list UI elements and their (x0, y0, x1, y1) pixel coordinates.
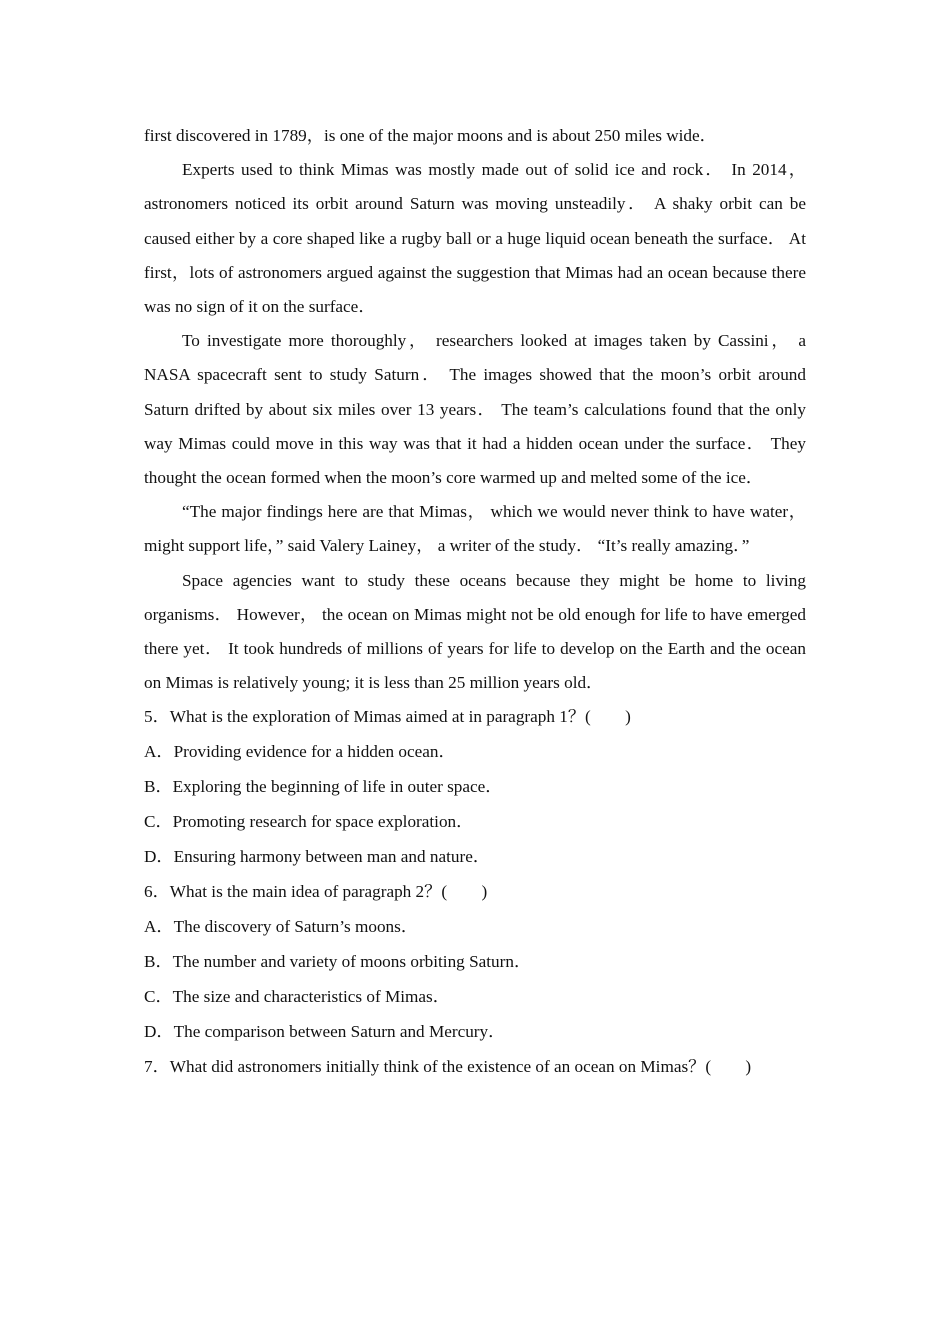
passage-paragraph-4: Space agencies want to study these oceans because they might be home to living organisms． However， the ocean on Mimas might not be old enough for life to have emerged there yet． It took hundreds of millions of years for life to develop on the Earth and the ocean on Mimas is relatively young; it is less than 25 million years old． (144, 570, 806, 693)
option-c: C．The size and characteristics of Mimas． (144, 986, 450, 1006)
option-b: B．The number and variety of moons orbiting Saturn． (144, 951, 532, 971)
option-b: B．Exploring the beginning of life in outer space． (144, 777, 503, 797)
option-a: A．Providing evidence for a hidden ocean． (144, 742, 456, 762)
passage-paragraph-1: Experts used to think Mimas was mostly made out of solid ice and rock． In 2014，astronomers noticed its orbit around Saturn was moving unsteadily． A shaky orbit can be caused either by a core shaped like a rugby ball or a huge liquid ocean beneath the surface． At first，lots of astronomers argued against the suggestion that Mimas had an ocean because there was no sign of it on the surface． (144, 160, 806, 317)
option-d: D．The comparison between Saturn and Mercury． (144, 1021, 506, 1041)
option-c: C．Promoting research for space exploration． (144, 812, 474, 832)
document-page (144, 119, 806, 1084)
question-stem: 5．What is the exploration of Mimas aimed at in paragraph 1？( ) (144, 707, 631, 727)
question-6 (144, 875, 806, 1050)
question-stem: 7．What did astronomers initially think of the existence of an ocean on Mimas？( ) (144, 1056, 752, 1076)
passage-paragraph-0: first discovered in 1789，is one of the major moons and is about 250 miles wide． (144, 126, 717, 145)
passage-paragraph-2: To investigate more thoroughly， researchers looked at images taken by Cassini， a NASA spacecraft sent to study Saturn． The images showed that the moon’s orbit around Saturn drifted by about six miles over 13 years． The team’s calculations found that the only way Mimas could move in this way was that it had a hidden ocean under the surface． They thought the ocean formed when the moon’s core warmed up and melted some of the ice． (144, 331, 806, 488)
option-a: A．The discovery of Saturn’s moons． (144, 916, 419, 936)
question-7 (144, 1050, 806, 1085)
passage-paragraph-3: “The major findings here are that Mimas， which we would never think to have water， might support life，” said Valery Lainey， a writer of the study． “It’s really amazing．” (144, 502, 806, 556)
question-stem: 6．What is the main idea of paragraph 2？( ) (144, 881, 488, 901)
question-5 (144, 700, 806, 875)
option-d: D．Ensuring harmony between man and nature． (144, 847, 491, 867)
